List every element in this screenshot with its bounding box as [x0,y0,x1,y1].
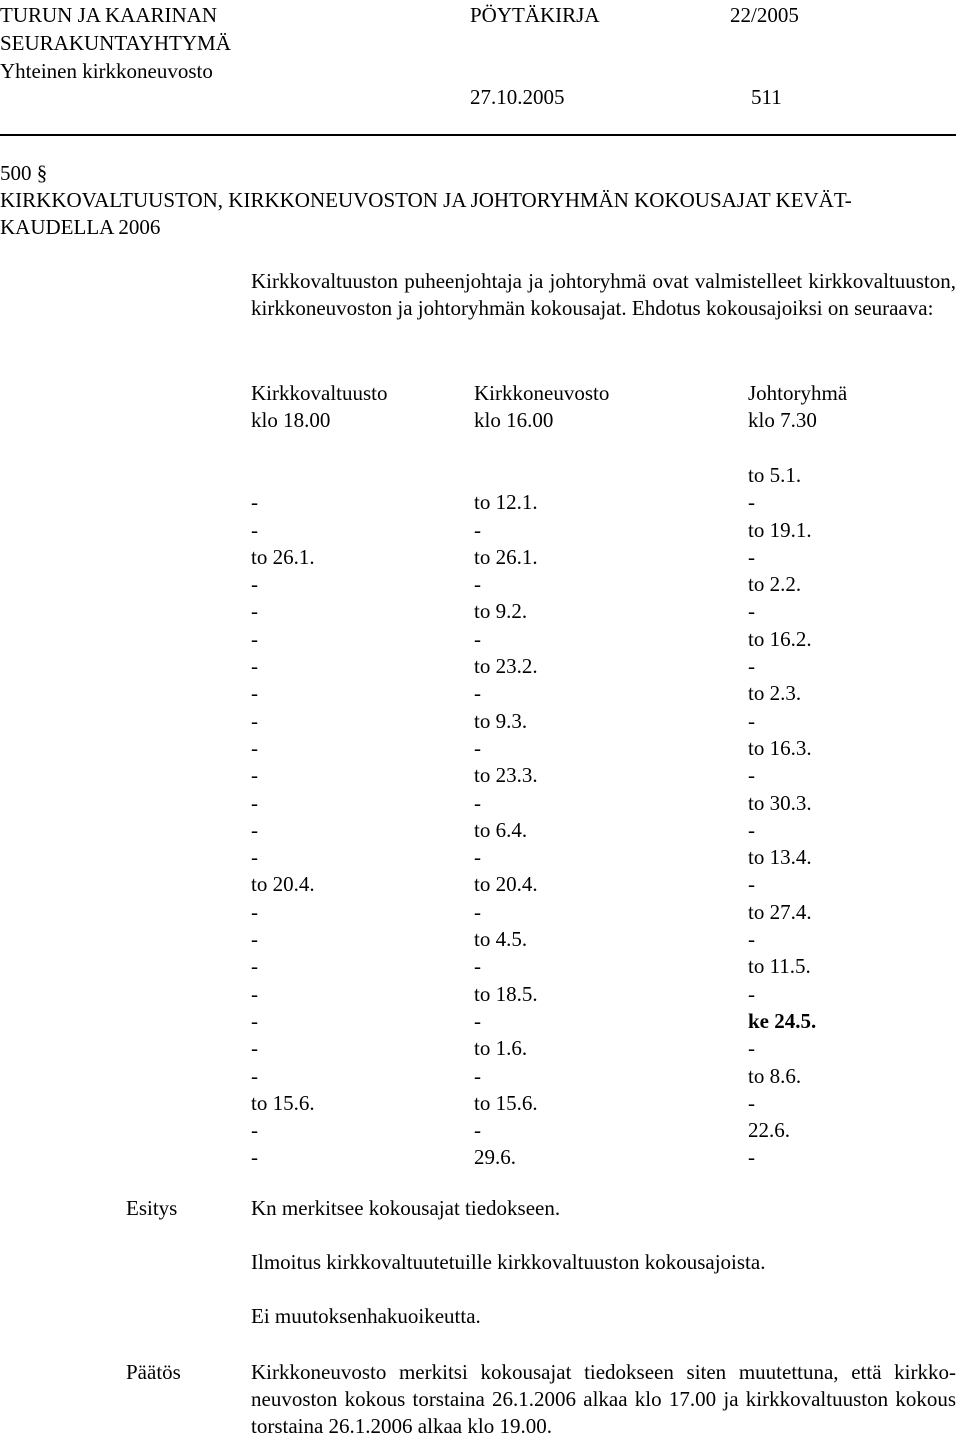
schedule-cell: - [474,681,481,706]
schedule-cell: - [251,572,258,597]
schedule-row [0,517,960,544]
schedule-row [0,899,960,926]
schedule-cell: - [251,1063,258,1088]
schedule-cell: - [251,599,258,624]
schedule-cell: to 9.2. [474,599,528,624]
section-sign-icon: § [36,161,48,185]
schedule-cell: to 19.1. [748,517,812,542]
schedule-cell: - [251,817,258,842]
schedule-cell: to 26.1. [474,544,538,569]
schedule-row [0,953,960,980]
schedule-cell: - [251,490,258,515]
schedule-cell: to 16.2. [748,626,812,651]
schedule-cell: - [251,1036,258,1061]
schedule-cell: to 1.6. [474,1036,528,1061]
schedule-cell: - [474,1118,481,1143]
schedule-cell: - [251,1145,258,1170]
schedule-cell: - [474,517,481,542]
column-header-johtoryhma: Johtoryhmä [748,381,848,405]
schedule-cell: - [748,1036,755,1061]
schedule-cell: to 16.3. [748,735,812,760]
appeal-text: Ei muutoksenhakuoikeutta. [251,1304,481,1328]
schedule-cell: - [748,599,755,624]
schedule-cell: - [748,544,755,569]
schedule-row [0,626,960,653]
schedule-cell: to 15.6. [251,1090,315,1115]
proposal-text: Kn merkitsee kokousajat tiedokseen. [251,1196,561,1220]
schedule-row [0,571,960,598]
header-divider [0,134,956,136]
schedule-cell: - [748,872,755,897]
schedule-row [0,598,960,625]
schedule-cell: - [251,626,258,651]
schedule-cell: - [474,626,481,651]
schedule-cell: to 11.5. [748,954,811,979]
document-number: 22/2005 [730,3,799,27]
schedule-cell: to 9.3. [474,708,528,733]
schedule-cell: - [748,490,755,515]
schedule-cell: to 4.5. [474,927,528,952]
schedule-cell: - [748,708,755,733]
organization-body: Yhteinen kirkkoneuvosto [0,59,213,83]
schedule-cell: - [251,899,258,924]
proposal-label: Esitys [126,1196,178,1220]
schedule-cell: - [251,845,258,870]
schedule-row [0,708,960,735]
schedule-row [0,981,960,1008]
section-title: KIRKKOVALTUUSTON, KIRKKONEUVOSTON JA JOHTORYHMÄN KOKOUSAJAT KEVÄT-KAUDELLA 2006 [0,188,852,239]
schedule-row [0,790,960,817]
schedule-cell: - [748,817,755,842]
schedule-cell: - [251,954,258,979]
schedule-cell: - [251,1118,258,1143]
schedule-cell: 29.6. [474,1145,516,1170]
schedule-cell: to 8.6. [748,1063,802,1088]
schedule-cell: - [474,572,481,597]
meeting-schedule-table [0,462,960,1172]
column-time-johtoryhma: klo 7.30 [748,408,817,432]
schedule-cell: - [474,1063,481,1088]
schedule-row [0,653,960,680]
schedule-row [0,844,960,871]
schedule-row [0,871,960,898]
intro-paragraph: Kirkkovaltuuston puheenjohtaja ja johtoryhmä ovat valmistelleet kirkkovaltuuston, kirkkoneuvoston ja johtoryhmän kokousajat. Ehdotus kokousajoiksi on seuraava: [251,269,956,320]
organization-block [0,2,231,86]
schedule-cell: to 13.4. [748,845,812,870]
schedule-cell: to 6.4. [474,817,528,842]
schedule-cell: - [748,927,755,952]
schedule-row [0,1117,960,1144]
schedule-cell: to 2.3. [748,681,802,706]
schedule-row [0,462,960,489]
schedule-cell: - [251,681,258,706]
organization-name-line1: TURUN JA KAARINAN [0,3,218,27]
column-time-kirkkoneuvosto: klo 16.00 [474,408,554,432]
section-number: 500 § [0,161,48,185]
schedule-cell: to 12.1. [474,490,538,515]
schedule-row [0,680,960,707]
page-number: 511 [751,85,782,109]
schedule-row [0,1008,960,1035]
schedule-cell: - [748,654,755,679]
document-type: PÖYTÄKIRJA [470,3,600,27]
schedule-row [0,762,960,789]
schedule-cell: to 5.1. [748,463,802,487]
organization-name-line2: SEURAKUNTAYHTYMÄ [0,31,231,55]
schedule-cell: to 2.2. [748,572,802,597]
schedule-cell: - [251,927,258,952]
schedule-cell: - [474,735,481,760]
schedule-cell: to 23.2. [474,654,538,679]
schedule-cell: - [474,845,481,870]
schedule-cell: - [251,735,258,760]
column-header-kirkkovaltuusto: Kirkkovaltuusto [251,381,388,405]
column-header-kirkkoneuvosto: Kirkkoneuvosto [474,381,610,405]
meeting-date: 27.10.2005 [470,85,565,109]
schedule-cell: - [251,763,258,788]
schedule-row [0,735,960,762]
schedule-row [0,926,960,953]
schedule-row [0,817,960,844]
schedule-row [0,1035,960,1062]
schedule-cell: - [474,1008,481,1033]
schedule-cell: to 27.4. [748,899,812,924]
schedule-cell: to 18.5. [474,981,538,1006]
schedule-cell: - [251,654,258,679]
schedule-cell: to 15.6. [474,1090,538,1115]
schedule-row [0,1144,960,1171]
schedule-cell: - [474,954,481,979]
schedule-cell: - [748,1145,755,1170]
schedule-cell: - [748,763,755,788]
decision-text: Kirkkoneuvosto merkitsi kokousajat tiedokseen siten muutettuna, että kirkkoneuvoston kokous torstaina 26.1.2006 alkaa klo 17.00 ja kirkkovaltuuston kokous torstaina 26.1.2006 alkaa klo 19.00. [251,1360,956,1438]
schedule-cell: - [251,1008,258,1033]
schedule-cell: - [474,899,481,924]
schedule-cell: - [748,981,755,1006]
schedule-cell: ke 24.5. [748,1008,817,1033]
schedule-cell: to 20.4. [251,872,315,897]
schedule-row [0,1063,960,1090]
schedule-cell: - [251,708,258,733]
schedule-cell: - [251,790,258,815]
schedule-cell: to 20.4. [474,872,538,897]
schedule-cell: - [251,517,258,542]
schedule-cell: - [474,790,481,815]
schedule-cell: to 30.3. [748,790,812,815]
notice-text: Ilmoitus kirkkovaltuutetuille kirkkovaltuuston kokousajoista. [251,1250,766,1274]
schedule-row [0,544,960,571]
column-time-kirkkovaltuusto: klo 18.00 [251,408,331,432]
schedule-row [0,1090,960,1117]
schedule-row [0,489,960,516]
schedule-cell: to 23.3. [474,763,538,788]
schedule-cell: to 26.1. [251,544,315,569]
schedule-cell: - [251,981,258,1006]
schedule-cell: - [748,1090,755,1115]
schedule-cell: 22.6. [748,1118,790,1143]
decision-label: Päätös [126,1360,181,1384]
